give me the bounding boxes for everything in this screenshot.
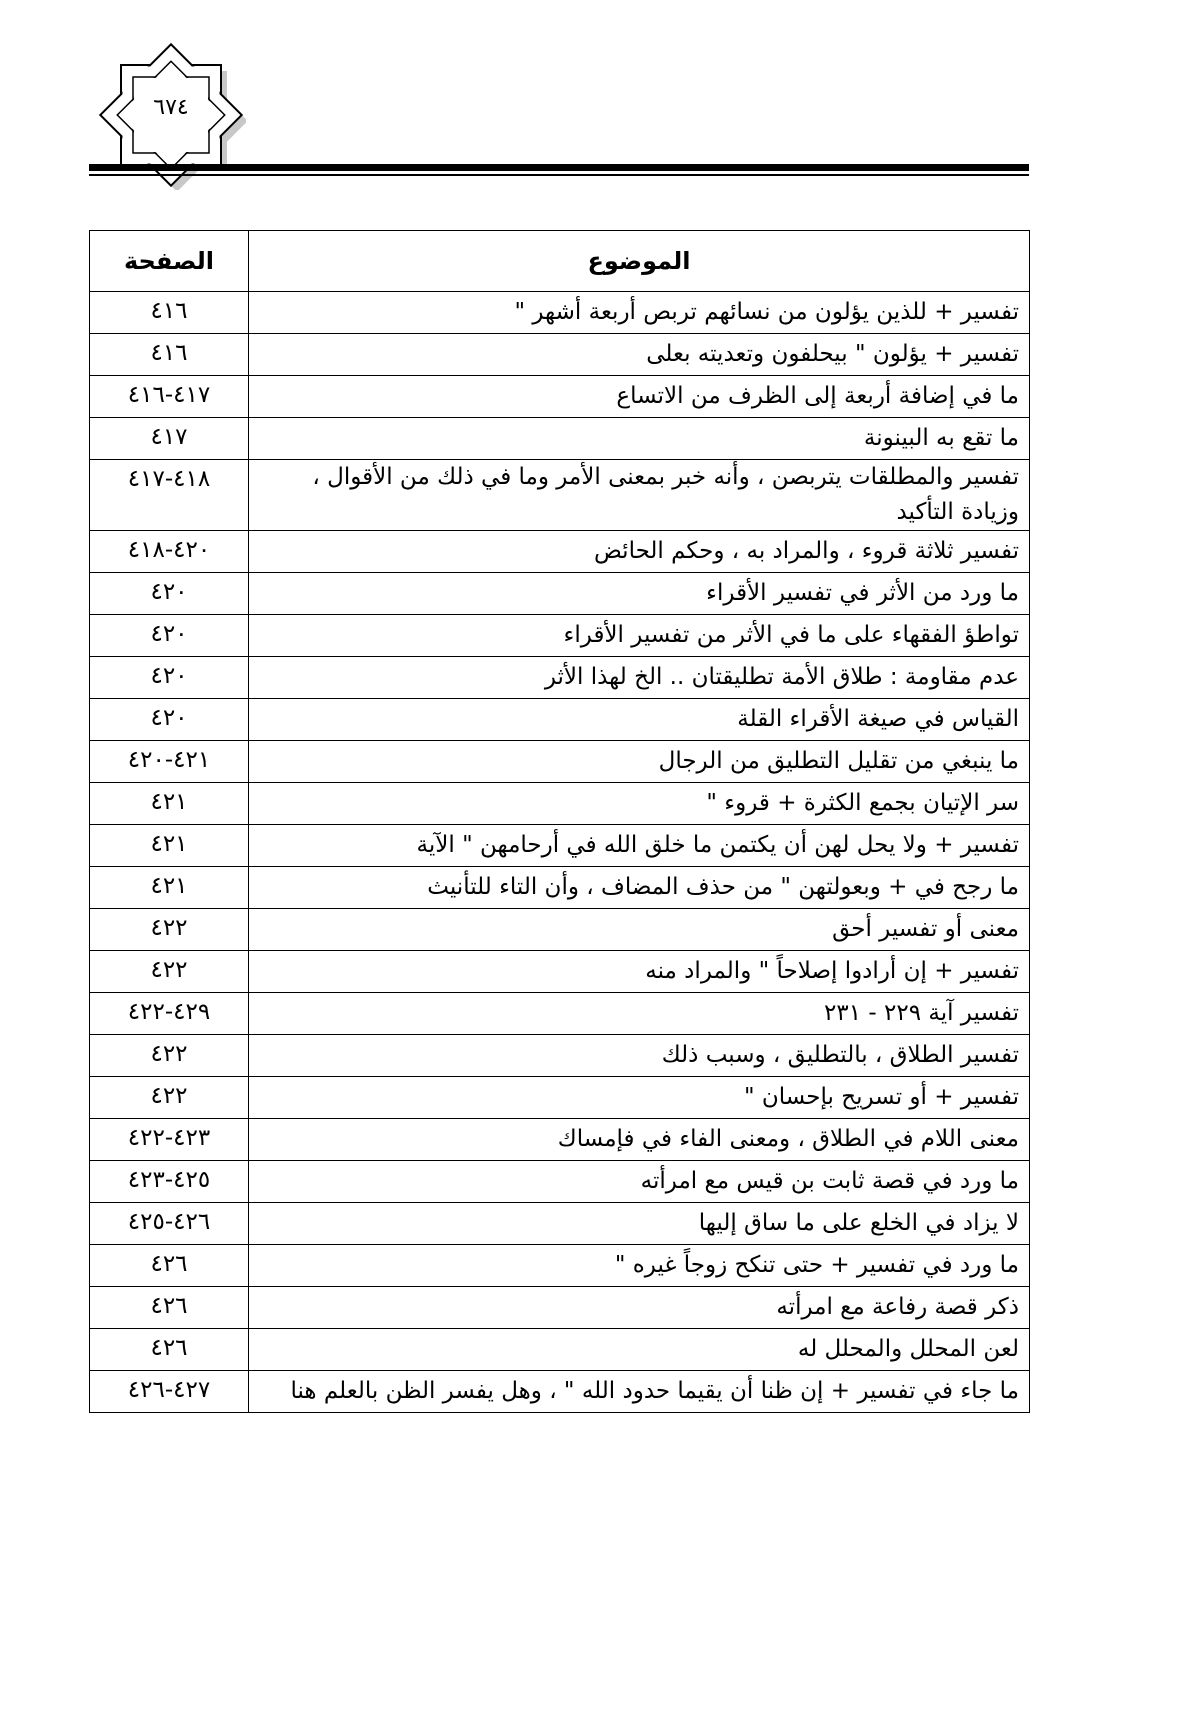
page-cell: ٤٢١ [90,783,249,825]
page-cell: ٤٢١ [90,825,249,867]
page-cell: ٤٢٠ [90,573,249,615]
table-row [90,657,1030,699]
topic-cell: ما ورد في تفسير + حتى تنكح زوجاً غيره " [249,1245,1030,1287]
topic-column-header: الموضوع [249,231,1030,292]
page-cell: ٤٢٠ [90,657,249,699]
topic-cell: تواطؤ الفقهاء على ما في الأثر من تفسير الأقراء [249,615,1030,657]
table-row [90,699,1030,741]
page-cell: ٤٢٥-٤٢٣ [90,1161,249,1203]
table-row [90,1119,1030,1161]
table-row [90,951,1030,993]
topic-cell: ما ينبغي من تقليل التطليق من الرجال [249,741,1030,783]
page-cell: ٤٢٩-٤٢٢ [90,993,249,1035]
page-cell: ٤٢٢ [90,1035,249,1077]
page-cell: ٤٢٧-٤٢٦ [90,1371,249,1413]
page-cell: ٤٢٠ [90,699,249,741]
page-number: ٦٧٤ [153,95,189,120]
page-cell: ٤٢٢ [90,1077,249,1119]
table-row [90,460,1030,531]
table-row [90,1245,1030,1287]
page-cell: ٤٢٣-٤٢٢ [90,1119,249,1161]
table-row [90,1203,1030,1245]
table-row [90,292,1030,334]
page-cell: ٤٢٠ [90,615,249,657]
table-row [90,531,1030,573]
table-row [90,993,1030,1035]
page-cell: ٤٢٦ [90,1245,249,1287]
topic-cell: تفسير آية ٢٢٩ - ٢٣١ [249,993,1030,1035]
topic-cell: تفسير الطلاق ، بالتطليق ، وسبب ذلك [249,1035,1030,1077]
table-row [90,376,1030,418]
table-row [90,867,1030,909]
topic-cell: ذكر قصة رفاعة مع امرأته [249,1287,1030,1329]
topic-cell: تفسير + يؤلون " بيحلفون وتعديته بعلى [249,334,1030,376]
header-divider-thin [89,174,1029,176]
topic-cell: لا يزاد في الخلع على ما ساق إليها [249,1203,1030,1245]
table-row [90,418,1030,460]
table-row [90,825,1030,867]
table-row [90,741,1030,783]
table-row [90,334,1030,376]
topic-cell: معنى اللام في الطلاق ، ومعنى الفاء في فإمساك [249,1119,1030,1161]
topic-cell: عدم مقاومة : طلاق الأمة تطليقتان .. الخ لهذا الأثر [249,657,1030,699]
topic-cell: القياس في صيغة الأقراء القلة [249,699,1030,741]
topic-cell: ما في إضافة أربعة إلى الظرف من الاتساع [249,376,1030,418]
page-cell: ٤٢٦ [90,1329,249,1371]
page-cell: ٤٢٦-٤٢٥ [90,1203,249,1245]
topic-cell: تفسير + ولا يحل لهن أن يكتمن ما خلق الله في أرحامهن " الآية [249,825,1030,867]
topic-cell: تفسير + أو تسريح بإحسان " [249,1077,1030,1119]
index-table [89,230,1030,1413]
topic-cell: ما ورد من الأثر في تفسير الأقراء [249,573,1030,615]
table-row [90,783,1030,825]
header-divider [89,164,1029,178]
page-cell: ٤١٨-٤١٧ [90,460,249,531]
table-header-row [90,231,1030,292]
table-row [90,1077,1030,1119]
page-cell: ٤١٦ [90,292,249,334]
table-row [90,1161,1030,1203]
page-column-header: الصفحة [90,231,249,292]
topic-cell: سر الإتيان بجمع الكثرة + قروء " [249,783,1030,825]
page-cell: ٤١٧ [90,418,249,460]
topic-cell: تفسير ثلاثة قروء ، والمراد به ، وحكم الحائض [249,531,1030,573]
page-cell: ٤٢١ [90,867,249,909]
table-row [90,1035,1030,1077]
index-rows [90,292,1030,1413]
table-row [90,909,1030,951]
page-cell: ٤٢٢ [90,909,249,951]
table-row [90,1371,1030,1413]
table-row [90,1287,1030,1329]
table-row [90,615,1030,657]
topic-cell: معنى أو تفسير أحق [249,909,1030,951]
table-row [90,1329,1030,1371]
topic-cell: ما رجح في + وبعولتهن " من حذف المضاف ، وأن التاء للتأنيث [249,867,1030,909]
topic-cell: لعن المحلل والمحلل له [249,1329,1030,1371]
page-cell: ٤١٧-٤١٦ [90,376,249,418]
topic-cell: تفسير + للذين يؤلون من نسائهم تربص أربعة أشهر " [249,292,1030,334]
page-cell: ٤٢٢ [90,951,249,993]
topic-cell: ما جاء في تفسير + إن ظنا أن يقيما حدود الله " ، وهل يفسر الظن بالعلم هنا [249,1371,1030,1413]
topic-cell: تفسير والمطلقات يتربصن ، وأنه خبر بمعنى الأمر وما في ذلك من الأقوال ، وزيادة التأكيد [249,460,1030,531]
page-cell: ٤٢٠-٤١٨ [90,531,249,573]
page-cell: ٤٢٦ [90,1287,249,1329]
topic-cell: تفسير + إن أرادوا إصلاحاً " والمراد منه [249,951,1030,993]
header-divider-thick [89,164,1029,171]
topic-cell: ما تقع به البينونة [249,418,1030,460]
topic-cell: ما ورد في قصة ثابت بن قيس مع امرأته [249,1161,1030,1203]
page-cell: ٤١٦ [90,334,249,376]
page-cell: ٤٢١-٤٢٠ [90,741,249,783]
table-row [90,573,1030,615]
